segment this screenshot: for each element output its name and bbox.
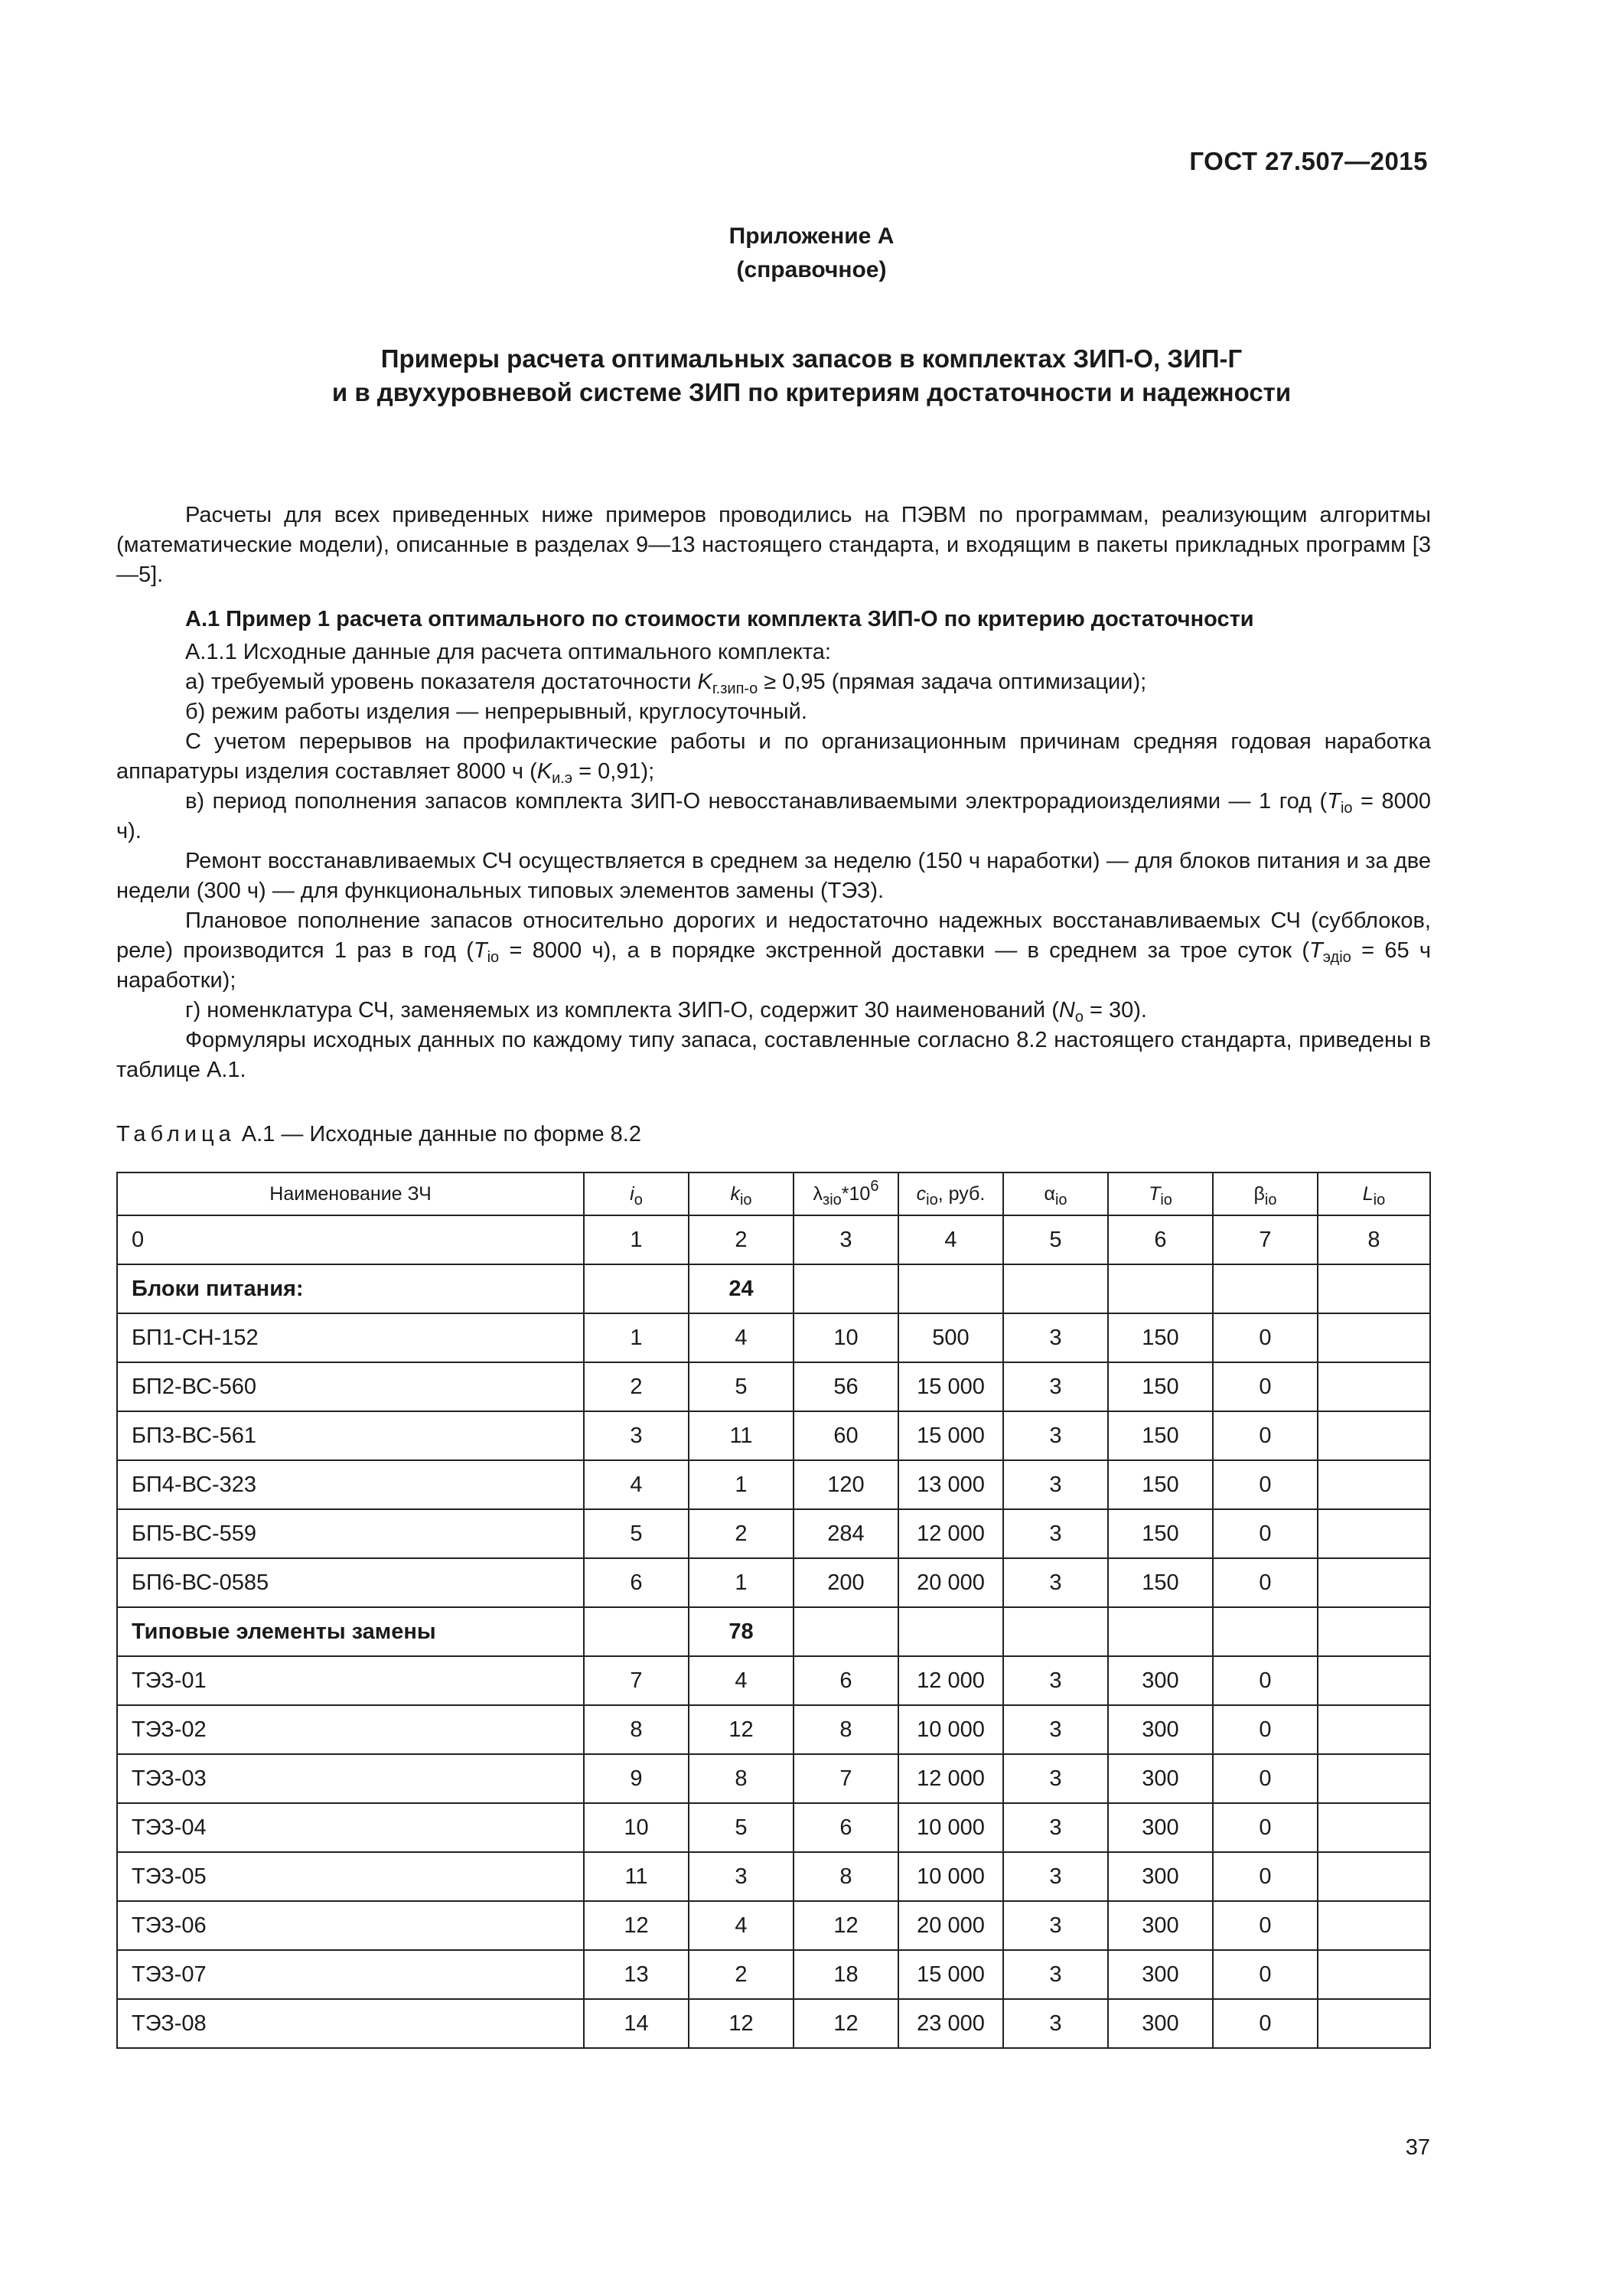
table-cell (1213, 1607, 1318, 1656)
table-cell: 10 000 (898, 1705, 1003, 1754)
table-cell (1318, 1950, 1430, 1999)
table-cell: 0 (1213, 1362, 1318, 1411)
table-cell: 3 (1003, 1313, 1108, 1362)
table-row (117, 1852, 1430, 1901)
table-cell: 3 (1003, 1999, 1108, 2048)
row-name-cell: ТЭЗ-01 (117, 1656, 584, 1705)
table-cell: 0 (1213, 1852, 1318, 1901)
table-cell: 300 (1108, 1656, 1213, 1705)
table-header-row (117, 1172, 1430, 1215)
table-cell: 0 (1213, 1313, 1318, 1362)
table-cell (584, 1607, 689, 1656)
table-cell: 8 (794, 1705, 898, 1754)
table-cell: 2 (689, 1950, 794, 1999)
table-cell: 284 (794, 1509, 898, 1558)
table-cell: 8 (689, 1754, 794, 1803)
table-cell (1318, 1754, 1430, 1803)
table-cell: 3 (584, 1411, 689, 1460)
table-cell: 10 000 (898, 1803, 1003, 1852)
table-cell: 300 (1108, 1852, 1213, 1901)
table-cell: 12 (584, 1901, 689, 1950)
table-cell: 12 000 (898, 1754, 1003, 1803)
table-row (117, 1509, 1430, 1558)
table-cell: 150 (1108, 1362, 1213, 1411)
row-name-cell: ТЭЗ-03 (117, 1754, 584, 1803)
table-cell (898, 1607, 1003, 1656)
col-header-name: Наименование ЗЧ (117, 1172, 584, 1215)
table-cell (1108, 1607, 1213, 1656)
table-cell: 9 (584, 1754, 689, 1803)
table-cell (1318, 1705, 1430, 1754)
table-cell: 0 (1213, 1803, 1318, 1852)
table-cell: 15 000 (898, 1411, 1003, 1460)
table-cell: 300 (1108, 1999, 1213, 2048)
table-cell: 3 (1003, 1558, 1108, 1607)
table-cell: 0 (117, 1215, 584, 1264)
table-cell: 18 (794, 1950, 898, 1999)
table-cell: 150 (1108, 1558, 1213, 1607)
table-cell (1318, 1852, 1430, 1901)
table-cell: 8 (794, 1852, 898, 1901)
table-cell: 1 (689, 1558, 794, 1607)
paragraph-repair: Ремонт восстанавливаемых СЧ осуществляется в среднем за неделю (150 ч наработки) — для блоков питания и за две недели (300 ч) — для функциональных типовых элементов замены (ТЭЗ). (116, 849, 1431, 903)
table-cell: 0 (1213, 1509, 1318, 1558)
table-cell (1318, 1607, 1430, 1656)
appendix-title-line-2: и в двухуровневой системе ЗИП по критериям достаточности и надежности (331, 378, 1292, 406)
table-cell: 6 (794, 1656, 898, 1705)
table-cell: 300 (1108, 1754, 1213, 1803)
table-cell (1318, 1411, 1430, 1460)
table-cell: 4 (689, 1656, 794, 1705)
table-cell: 11 (689, 1411, 794, 1460)
table-cell: 1 (689, 1460, 794, 1509)
row-name-cell: ТЭЗ-04 (117, 1803, 584, 1852)
table-cell: 2 (584, 1362, 689, 1411)
table-row (117, 1607, 1430, 1656)
table-row (117, 1362, 1430, 1411)
table-cell: 3 (1003, 1852, 1108, 1901)
table-cell: 3 (1003, 1411, 1108, 1460)
table-cell: 12 (794, 1999, 898, 2048)
table-cell: 3 (1003, 1705, 1108, 1754)
table-cell: 12 (794, 1901, 898, 1950)
col-header-lambda: $\lambda_{зio}*10^6$ (794, 1172, 898, 1215)
table-cell: 120 (794, 1460, 898, 1509)
table-cell: 0 (1213, 1999, 1318, 2048)
table-cell: 0 (1213, 1754, 1318, 1803)
intro-text: Расчеты для всех приведенных ниже примеров проводились на ПЭВМ по программам, реализующим алгоритмы (математические модели), описанные в разделах 9—13 настоящего стандарта, и входящим в пакеты прикладных программ [3—5]. (116, 503, 1431, 587)
table-cell (1318, 1509, 1430, 1558)
table-row (117, 1411, 1430, 1460)
table-cell: 300 (1108, 1705, 1213, 1754)
table-a1 (116, 1172, 1431, 2049)
table-cell: 3 (794, 1215, 898, 1264)
table-cell: 3 (1003, 1901, 1108, 1950)
paragraph-item-b: б) режим работы изделия — непрерывный, круглосуточный. (185, 700, 807, 724)
table-cell: 15 000 (898, 1950, 1003, 1999)
section-heading: А.1 Пример 1 расчета оптимального по стоимости комплекта ЗИП-О по критерию достаточности (185, 607, 1254, 631)
table-cell: 3 (1003, 1362, 1108, 1411)
table-cell: 1 (584, 1215, 689, 1264)
row-name-cell: ТЭЗ-05 (117, 1852, 584, 1901)
table-cell (1318, 1803, 1430, 1852)
table-row (117, 1754, 1430, 1803)
row-name-cell: БП1-СН-152 (117, 1313, 584, 1362)
row-name-cell: ТЭЗ-08 (117, 1999, 584, 2048)
paragraph-forms: Формуляры исходных данных по каждому типу запаса, составленные согласно 8.2 настоящего стандарта, приведены в таблице А.1. (116, 1028, 1431, 1082)
row-name-cell: ТЭЗ-06 (117, 1901, 584, 1950)
table-cell (1213, 1264, 1318, 1313)
table-numbering-row (117, 1215, 1430, 1264)
table-cell: 150 (1108, 1460, 1213, 1509)
table-cell: 500 (898, 1313, 1003, 1362)
table-cell (1318, 1656, 1430, 1705)
table-cell: 6 (794, 1803, 898, 1852)
table-cell: 20 000 (898, 1901, 1003, 1950)
row-name-cell: БП3-ВС-561 (117, 1411, 584, 1460)
col-header-i: $i_o$ (584, 1172, 689, 1215)
paragraph-item-a: а) требуемый уровень показателя достаточности $K_{г.зип-о} \ge 0,95$ (прямая задача оптимизации); (185, 670, 1147, 697)
appendix-type: (справочное) (736, 257, 887, 282)
table-cell (1108, 1264, 1213, 1313)
table-cell: 3 (1003, 1509, 1108, 1558)
table-cell: 5 (584, 1509, 689, 1558)
table-cell: 0 (1213, 1460, 1318, 1509)
table-cell: 56 (794, 1362, 898, 1411)
table-cell: 3 (1003, 1803, 1108, 1852)
table-cell (1318, 1460, 1430, 1509)
table-cell: 4 (689, 1901, 794, 1950)
table-cell: 3 (1003, 1656, 1108, 1705)
table-caption: Таблица А.1 — Исходные данные по форме 8.2 (116, 1122, 641, 1146)
appendix-label: Приложение А (728, 223, 895, 249)
table-cell: 150 (1108, 1509, 1213, 1558)
table-cell: 14 (584, 1999, 689, 2048)
row-name-cell: Блоки питания: (117, 1264, 584, 1313)
col-header-k: $k_{io}$ (689, 1172, 794, 1215)
table-cell (898, 1264, 1003, 1313)
section-a1 (116, 605, 1431, 1085)
row-name-cell: БП2-ВС-560 (117, 1362, 584, 1411)
table-cell (794, 1264, 898, 1313)
document-code: ГОСТ 27.507—2015 (1189, 147, 1428, 175)
table-cell: 0 (1213, 1558, 1318, 1607)
table-row (117, 1999, 1430, 2048)
table-cell: 4 (584, 1460, 689, 1509)
table-cell: 0 (1213, 1656, 1318, 1705)
table-cell (1318, 1901, 1430, 1950)
table-cell (1003, 1264, 1108, 1313)
table-cell: 200 (794, 1558, 898, 1607)
table-cell: 8 (584, 1705, 689, 1754)
paragraph-item-d: г) номенклатура СЧ, заменяемых из комплекта ЗИП-О, содержит 30 наименований $(N_o = 30)$. (185, 998, 1147, 1026)
table-row (117, 1313, 1430, 1362)
intro-paragraph (116, 501, 1431, 590)
table-cell: 7 (794, 1754, 898, 1803)
table-row (117, 1705, 1430, 1754)
table-cell: 20 000 (898, 1558, 1003, 1607)
table-cell: 15 000 (898, 1362, 1003, 1411)
table-cell: 10 000 (898, 1852, 1003, 1901)
table-row (117, 1656, 1430, 1705)
col-header-c: $c_{io}$, руб. (898, 1172, 1003, 1215)
table-cell: 2 (689, 1215, 794, 1264)
table-cell (1318, 1313, 1430, 1362)
table-cell: 23 000 (898, 1999, 1003, 2048)
table-cell: 0 (1213, 1950, 1318, 1999)
table-cell (584, 1264, 689, 1313)
table-cell: 300 (1108, 1803, 1213, 1852)
table-cell: 7 (1213, 1215, 1318, 1264)
table-cell: 5 (689, 1803, 794, 1852)
table-row (117, 1803, 1430, 1852)
table-cell: 3 (1003, 1460, 1108, 1509)
table-row (117, 1460, 1430, 1509)
table-cell: 5 (1003, 1215, 1108, 1264)
table-cell (1318, 1558, 1430, 1607)
table-cell: 10 (584, 1803, 689, 1852)
table-cell (1318, 1264, 1430, 1313)
paragraph-a11: А.1.1 Исходные данные для расчета оптимального комплекта: (185, 640, 831, 664)
page-number: 37 (1405, 2135, 1430, 2160)
table-cell: 3 (689, 1852, 794, 1901)
row-name-cell: ТЭЗ-07 (117, 1950, 584, 1999)
table-cell: 13 000 (898, 1460, 1003, 1509)
table-cell: 4 (898, 1215, 1003, 1264)
table-cell: 150 (1108, 1313, 1213, 1362)
table-cell: 12 000 (898, 1509, 1003, 1558)
table-cell: 0 (1213, 1705, 1318, 1754)
table-cell: 13 (584, 1950, 689, 1999)
table-cell: 6 (1108, 1215, 1213, 1264)
table-cell: 7 (584, 1656, 689, 1705)
table-cell: 3 (1003, 1950, 1108, 1999)
table-cell (1318, 1999, 1430, 2048)
col-header-L: $L_{io}$ (1318, 1172, 1430, 1215)
table-cell: 60 (794, 1411, 898, 1460)
table-cell: 6 (584, 1558, 689, 1607)
row-name-cell: ТЭЗ-02 (117, 1705, 584, 1754)
col-header-T: $T_{io}$ (1108, 1172, 1213, 1215)
table-cell: 11 (584, 1852, 689, 1901)
table-cell: 8 (1318, 1215, 1430, 1264)
table-cell: 0 (1213, 1411, 1318, 1460)
table-cell: 78 (689, 1607, 794, 1656)
col-header-beta: $\beta_{io}$ (1213, 1172, 1318, 1215)
table-cell: 12 (689, 1705, 794, 1754)
table-cell: 24 (689, 1264, 794, 1313)
row-name-cell: БП4-ВС-323 (117, 1460, 584, 1509)
table-cell: 5 (689, 1362, 794, 1411)
table-cell (1318, 1362, 1430, 1411)
table-cell: 4 (689, 1313, 794, 1362)
row-name-cell: Типовые элементы замены (117, 1607, 584, 1656)
appendix-title-line-1: Примеры расчета оптимальных запасов в комплектах ЗИП-О, ЗИП-Г (380, 344, 1243, 373)
table-cell: 3 (1003, 1754, 1108, 1803)
row-name-cell: БП6-ВС-0585 (117, 1558, 584, 1607)
table-cell: 1 (584, 1313, 689, 1362)
table-row (117, 1901, 1430, 1950)
table-cell (1003, 1607, 1108, 1656)
paragraph-annual-runtime: С учетом перерывов на профилактические работы и по организационным причинам средняя годовая наработка аппаратуры изделия составляет 8000 ч $(K_{и.э} = 0,91)$; (116, 729, 1431, 787)
table-cell: 10 (794, 1313, 898, 1362)
col-header-alpha: $\alpha_{io}$ (1003, 1172, 1108, 1215)
table-cell: 12 000 (898, 1656, 1003, 1705)
paragraph-replenishment: Плановое пополнение запасов относительно дорогих и недостаточно надежных восстанавливаемых СЧ (субблоков, реле) производится 1 раз в год ($T_{io} = 8000$ ч), а в порядке экстренной доставки — в среднем за трое суток ($T_{эдio} = 65$ ч наработки); (116, 908, 1431, 993)
table-cell: 2 (689, 1509, 794, 1558)
table-cell: 300 (1108, 1901, 1213, 1950)
table-cell: 300 (1108, 1950, 1213, 1999)
table-cell: 0 (1213, 1901, 1318, 1950)
table-cell: 150 (1108, 1411, 1213, 1460)
table-row (117, 1264, 1430, 1313)
table-cell: 12 (689, 1999, 794, 2048)
paragraph-item-c: в) период пополнения запасов комплекта ЗИП-О невосстанавливаемыми электрорадиоизделиями — 1 год ($T_{io} = 8000$ ч). (116, 789, 1431, 843)
table-row (117, 1950, 1430, 1999)
table-row (117, 1558, 1430, 1607)
table-cell (794, 1607, 898, 1656)
row-name-cell: БП5-ВС-559 (117, 1509, 584, 1558)
